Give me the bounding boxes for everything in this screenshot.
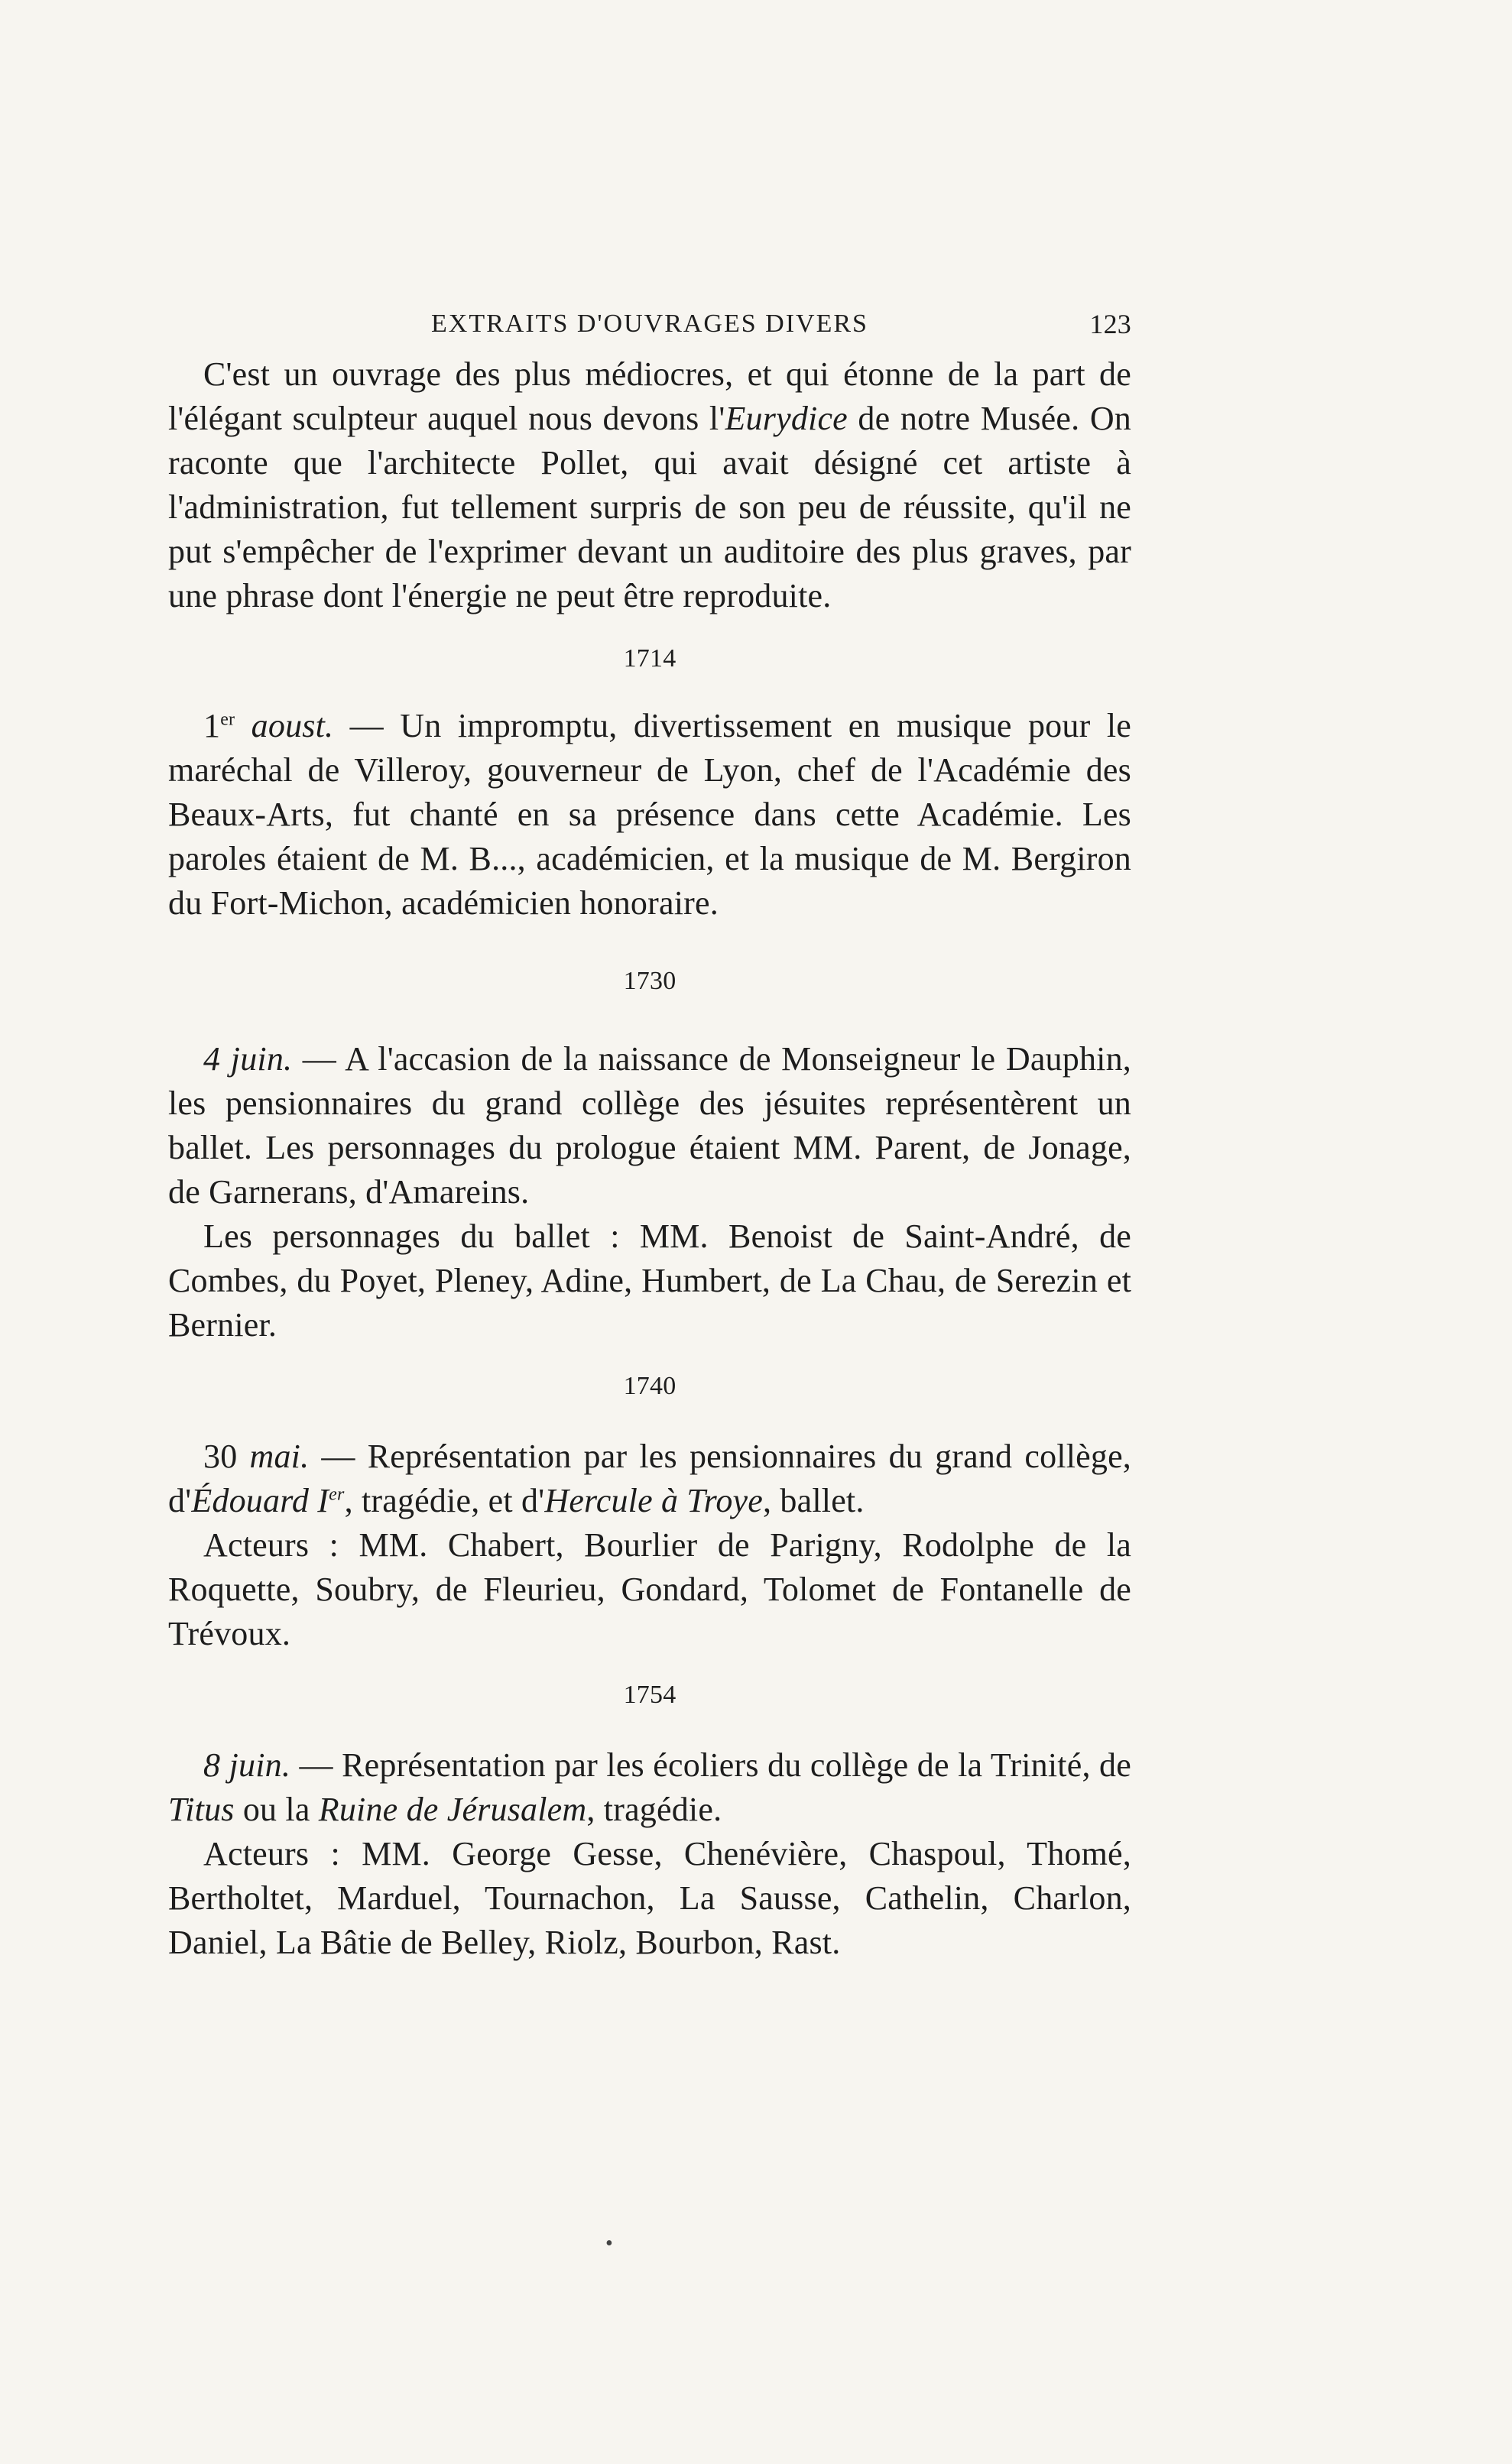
entry-text-b: , tragédie, et d' [344, 1482, 545, 1519]
running-header [168, 302, 1131, 346]
entry-1740-actors: Acteurs : MM. Chabert, Bourlier de Parigny, Rodolphe de la Roquette, Soubry, de Fleurieu, Gondard, Tolomet de Fontanelle de Trévoux. [168, 1526, 1131, 1652]
entry-date-number: 30 [203, 1438, 250, 1475]
entry-date-month: mai. [249, 1438, 310, 1475]
entry-italic-title-a: Édouard I [191, 1482, 329, 1519]
year-heading-1754: 1754 [623, 1681, 677, 1709]
entry-italic-title-b: Hercule à Troye [544, 1482, 764, 1519]
intro-text-1: C'est un ouvrage des plus médiocres, et qui étonne de la part de l'élégant sculpteur auquel nous devons l' [168, 355, 1131, 437]
entry-text-a: — Représentation par les pensionnaires du grand collège, d' [168, 1438, 1131, 1519]
entry-date-superscript: er [220, 709, 235, 730]
intro-paragraph [168, 352, 1131, 618]
entry-text-b: ou la [234, 1791, 319, 1828]
entry-1730-ballet-cast: Les personnages du ballet : MM. Benoist de Saint-André, de Combes, du Poyet, Pleney, Adine, Humbert, de La Chau, de Serezin et Bernier. [168, 1217, 1131, 1344]
entry-1754-juin [168, 1743, 1131, 1832]
entry-italic-title-b: Ruine de Jérusalem [318, 1791, 587, 1828]
entry-1754-actors: Acteurs : MM. George Gesse, Chenévière, Chaspoul, Thomé, Bertholtet, Marduel, Tournachon, La Sausse, Cathelin, Charlon, Daniel, La Bâtie de Belley, Riolz, Bourbon, Rast. [168, 1835, 1131, 1961]
entry-date-number: 1 [203, 707, 221, 744]
entry-italic-title-a: Titus [168, 1791, 235, 1828]
entry-1740-mai [168, 1435, 1131, 1523]
entry-1730-juin [168, 1037, 1131, 1214]
entry-text: — Un impromptu, divertissement en musique pour le maréchal de Villeroy, gouverneur de Lyon, chef de l'Académie des Beaux-Arts, fut chanté en sa présence dans cette Académie. Les paroles étaient de M. B..., académicien, et la musique de M. Bergiron du Fort-Michon, académicien honoraire. [168, 707, 1131, 922]
running-title: EXTRAITS D'OUVRAGES DIVERS [431, 310, 868, 338]
page-number: 123 [1089, 309, 1131, 339]
intro-italic-title: Eurydice [725, 400, 848, 437]
year-heading-1714: 1714 [623, 644, 677, 673]
entry-date: 8 juin. [203, 1746, 291, 1784]
ink-speck-mark: • [605, 2232, 613, 2255]
year-heading-1740: 1740 [623, 1372, 677, 1400]
entry-date: 4 juin. [203, 1040, 293, 1078]
entry-date-month: aoust. [235, 707, 334, 744]
entry-text-c: , ballet. [763, 1482, 865, 1519]
year-heading-1730: 1730 [623, 967, 677, 995]
entry-1714-aoust [168, 704, 1131, 926]
entry-text-c: , tragédie. [586, 1791, 722, 1828]
entry-text: — A l'accasion de la naissance de Monseigneur le Dauphin, les pensionnaires du grand collège des jésuites représentèrent un ballet. Les personnages du prologue étaient MM. Parent, de Jonage, de Garnerans, d'Amareins. [168, 1040, 1131, 1211]
intro-text-2: de notre Musée. On raconte que l'architecte Pollet, qui avait désigné cet artiste à l'administration, fut tellement surpris de son peu de réussite, qu'il ne put s'empêcher de l'exprimer devant un auditoire des plus graves, par une phrase dont l'énergie ne peut être reproduite. [168, 400, 1131, 614]
entry-text-a: — Représentation par les écoliers du collège de la Trinité, de [290, 1746, 1131, 1784]
page-text-block [168, 302, 1131, 1965]
entry-italic-superscript: er [329, 1484, 345, 1505]
